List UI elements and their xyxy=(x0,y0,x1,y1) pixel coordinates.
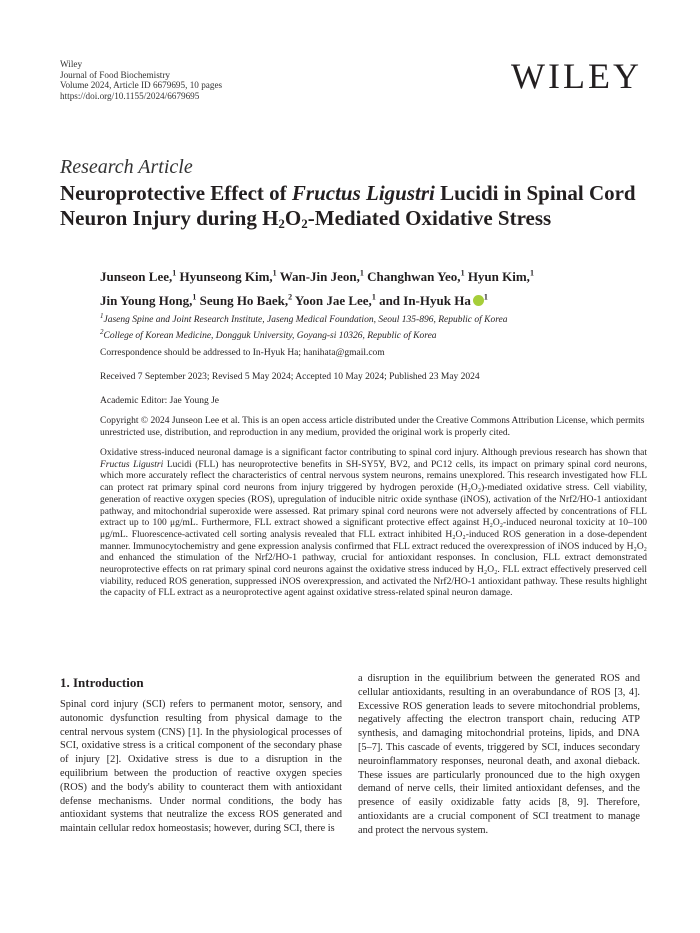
author[interactable]: Wan-Jin Jeon,$^1$ xyxy=(279,269,364,285)
doi-link[interactable]: https://doi.org/10.1155/2024/6679695 xyxy=(60,90,200,101)
affiliation: $^1$Jaseng Spine and Joint Research Institute, Jaseng Medical Foundation, Seoul 135-896, Republic of Korea xyxy=(100,312,508,326)
article-type: Research Article xyxy=(60,156,193,178)
author[interactable]: Jin Young Hong,$^1$ xyxy=(100,292,197,308)
author[interactable]: Yoon Jae Lee,$^1$ xyxy=(294,292,376,308)
author[interactable]: Changhwan Yeo,$^1$ xyxy=(367,269,465,285)
paper-title: Neuroprotective Effect of Fructus Ligustri Lucidi in Spinal Cord Neuron Injury during $H_2O_2$-Mediated Oxidative Stress xyxy=(60,181,636,231)
section-heading: 1. Introduction xyxy=(60,675,144,690)
volume-line: Volume 2024, Article ID 6679695, 10 pages xyxy=(60,80,223,91)
publication-dates: Received 7 September 2023; Revised 5 May 2024; Accepted 10 May 2024; Published 23 May 2024 xyxy=(100,372,480,382)
author[interactable]: Seung Ho Baek,$^2$ xyxy=(199,292,293,308)
author[interactable]: Junseon Lee,$^1$ xyxy=(100,269,177,285)
journal-name: Journal of Food Biochemistry xyxy=(60,69,170,80)
wiley-logo: WILEY xyxy=(511,56,642,96)
publisher-line: Wiley xyxy=(60,59,83,69)
correspondence: Correspondence should be addressed to In-Hyuk Ha; hanihata@gmail.com xyxy=(100,348,385,358)
affiliations xyxy=(100,310,660,342)
author[interactable]: Hyunseong Kim,$^1$ xyxy=(179,269,277,285)
author[interactable]: and In-Hyuk Ha $^1$ xyxy=(379,292,488,308)
author[interactable]: Hyun Kim,$^1$ xyxy=(467,269,534,285)
intro-right-column: a disruption in the equilibrium between the generated ROS and cellular antioxidants, resulting in an overabundance of ROS [3, 4]. Excessive ROS generation leads to severe mitochondrial problems, negatively affecting the electron transport chain, reducing ATP synthesis, and damaging mitochondrial proteins, lipids, and DNA [5–7]. This cascade of events, triggered by SCI, induces secondary neuroinflammatory responses, neuronal death, and axonal dieback. These issues are particularly pronounced due to the high oxygen demand of nerve cells, their limited antioxidant defenses, and the presence of easily oxidizable fatty acids [8, 9]. Therefore, antioxidants are a crucial component of SCI treatment to manage and protect the nervous system. xyxy=(358,673,640,836)
affiliation: $^2$College of Korean Medicine, Dongguk University, Goyang-si 10326, Republic of Korea xyxy=(100,328,437,342)
intro-left-column: Spinal cord injury (SCI) refers to permanent motor, sensory, and autonomic dysfunction resulting from physical damage to the central nervous system (CNS) [1]. In the physiological processes of SCI, oxidative stress is a critical component of the secondary phase of injury [2]. Oxidative stress is due to a disruption in the equilibrium between the production of reactive oxygen species (ROS) and the body's ability to counteract them with antioxidant defense mechanisms. Under normal conditions, the body has antioxidant systems that neutralize the excess ROS generated and maintain cellular redox homeostasis; however, during SCI, there is xyxy=(60,699,342,835)
journal-meta xyxy=(60,59,222,101)
abstract: Oxidative stress-induced neuronal damage is a significant factor contributing to spinal cord injury. Although previous research has shown that Fructus Ligustri Lucidi (FLL) has neuroprotective benefits in SH-SY5Y, BV2, and PC12 cells, its impact on primary spinal cord neurons, which more accurately reflect the characteristics of central nervous system neurons, remains unexplored. This research investigated how FLL can protect rat primary spinal cord neurons from injury triggered by hydrogen peroxide (H₂O₂)-mediated oxidative stress. Cell viability, generation of reactive oxygen species (ROS), upregulation of inducible nitric oxide synthase (iNOS), activation of the Nrf2/HO-1 antioxidant pathway, and mitochondrial superoxide were assessed. Rat primary spinal cord neurons were not adversely affected by concentrations of FLL extract up to 100 μg/mL. Furthermore, FLL extract showed a significant protective effect against H₂O₂-induced neuronal toxicity at 10–100 μg/mL. Fluorescence-activated cell sorting analysis revealed that FLL extract inhibited H₂O₂-induced ROS generation in a dose-dependent manner. Immunocytochemistry and gene expression analysis confirmed that FLL extract reduced the overexpression of iNOS induced by H₂O₂ and enhanced the stimulation of the Nrf2/HO-1 pathway, crucial for antioxidant responses. In conclusion, FLL extract demonstrated neuroprotective effects on rat primary spinal cord neurons against the oxidative stress induced by H₂O₂. FLL extract effectively preserved cell viability, reduced ROS generation, suppressed iNOS overexpression, and activated the Nrf2/HO-1 antioxidant pathway. These results highlight the capacity of FLL extract as a neuroprotective agent against oxidative stress-related spinal neuron damage. xyxy=(100,448,647,599)
copyright-notice: Copyright © 2024 Junseon Lee et al. This is an open access article distributed under the Creative Commons Attribution License, which permits unrestricted use, distribution, and reproduction in any medium, provided the original work is properly cited. xyxy=(100,416,645,438)
author-list xyxy=(100,264,600,311)
orcid-icon[interactable] xyxy=(473,295,484,306)
academic-editor: Academic Editor: Jae Young Je xyxy=(100,396,219,406)
